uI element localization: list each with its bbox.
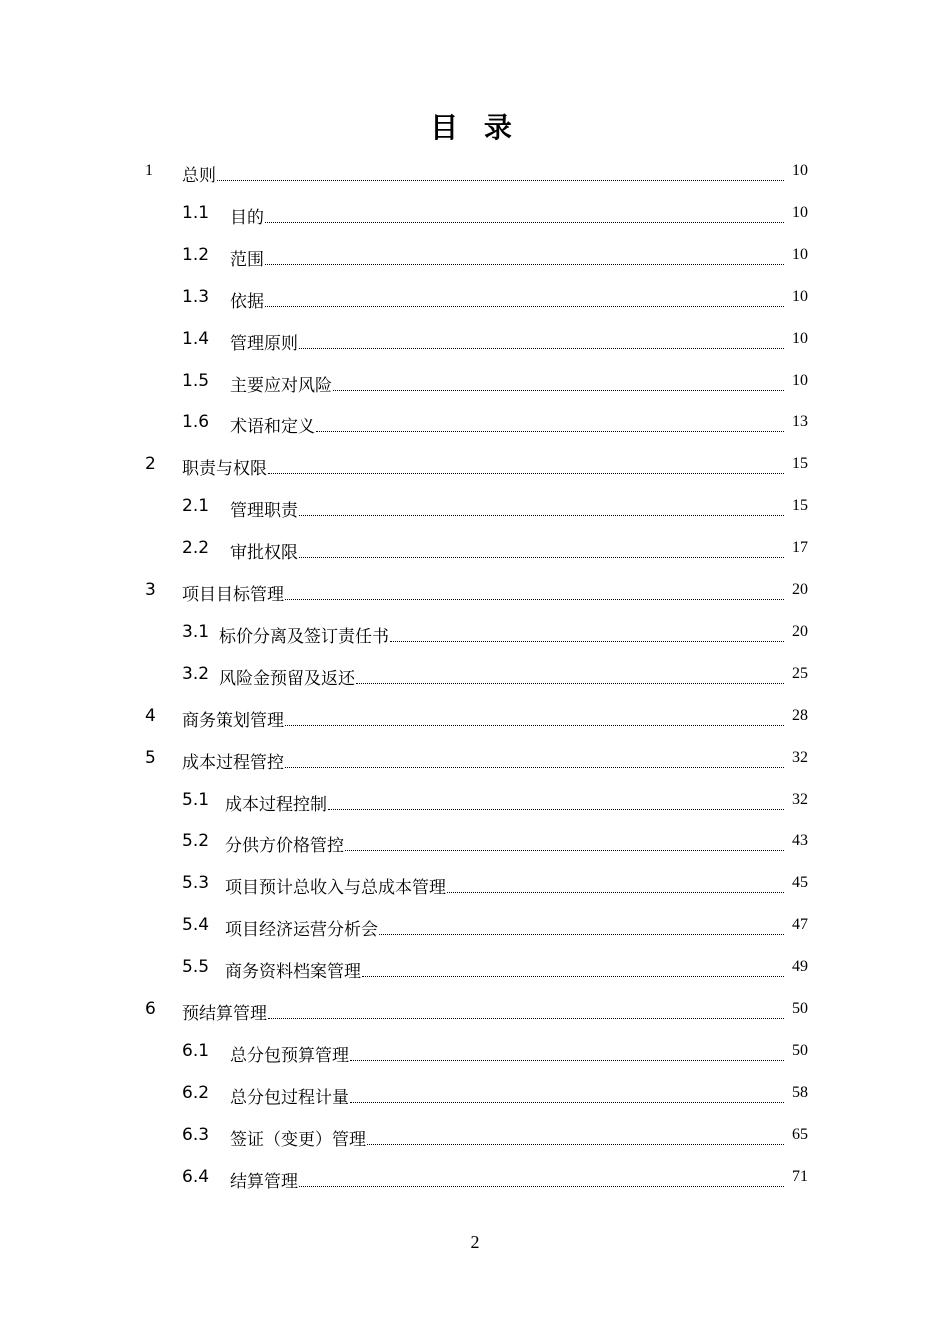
toc-entry-number: 6.1 [182, 1040, 210, 1061]
toc-entry-label: 商务策划管理 [182, 710, 284, 731]
dot-leader [350, 1101, 784, 1103]
toc-entry[interactable] [0, 779, 950, 821]
toc-entry[interactable] [0, 1156, 950, 1198]
toc-entry-number: 1.1 [182, 202, 210, 223]
toc-entry-page: 65 [792, 1125, 808, 1143]
toc-entry-number: 2.2 [182, 538, 210, 559]
toc-entry-page: 10 [792, 287, 808, 305]
toc-entry-number: 1.6 [182, 412, 210, 433]
dot-leader [379, 933, 784, 935]
toc-entry-page: 50 [792, 1041, 808, 1059]
toc-entry-number: 1.4 [182, 328, 210, 349]
toc-entry-number: 3.2 [182, 663, 210, 684]
toc-entry[interactable] [0, 904, 950, 946]
toc-entry-page: 71 [792, 1167, 808, 1185]
toc-entry-page: 28 [792, 706, 808, 724]
dot-leader [299, 514, 784, 516]
dot-leader [217, 179, 784, 181]
toc-entry-number: 5.1 [182, 789, 210, 810]
page-title: 目 录 [430, 111, 520, 144]
toc-entry[interactable] [0, 234, 950, 276]
dot-leader [299, 1185, 784, 1187]
toc-entry-label: 管理原则 [230, 333, 298, 354]
dot-leader [367, 1143, 784, 1145]
toc-entry-label: 预结算管理 [182, 1004, 267, 1024]
toc-entry-label: 成本过程控制 [225, 794, 327, 815]
toc-entry-number: 2.1 [182, 496, 210, 517]
toc-entry[interactable] [0, 527, 950, 569]
toc-entry-page: 10 [792, 203, 808, 221]
toc-entry[interactable] [0, 401, 950, 443]
toc-entry-label: 范围 [230, 249, 264, 270]
toc-entry-number: 6 [145, 999, 156, 1019]
toc-entry-label: 风险金预留及返还 [219, 668, 355, 689]
dot-leader [268, 1017, 784, 1019]
toc-entry-page: 10 [792, 329, 808, 347]
toc-entry-label: 项目目标管理 [182, 585, 284, 605]
dot-leader [268, 472, 784, 474]
toc-entry-number: 1.5 [182, 370, 210, 391]
toc-entry[interactable] [0, 737, 950, 779]
toc-entry-number: 5 [145, 747, 156, 768]
toc-entry-page: 15 [792, 497, 808, 515]
toc-entry-page: 17 [792, 539, 808, 557]
dot-leader [265, 221, 784, 223]
toc-entry[interactable] [0, 360, 950, 402]
toc-entry-number: 5.4 [182, 915, 210, 936]
dot-leader [345, 849, 784, 851]
toc-entry-number: 5.3 [182, 873, 210, 894]
toc-entry-label: 签证（变更）管理 [230, 1129, 366, 1150]
dot-leader [285, 724, 784, 726]
toc-entry-page: 47 [792, 916, 808, 934]
toc-entry-page: 20 [792, 622, 808, 640]
dot-leader [350, 1059, 784, 1061]
toc-entry-page: 15 [792, 455, 808, 473]
toc-entry-label: 标价分离及签订责任书 [219, 626, 389, 647]
toc-entry[interactable] [0, 150, 950, 192]
toc-entry-label: 项目预计总收入与总成本管理 [225, 878, 446, 899]
toc-entry[interactable] [0, 946, 950, 988]
dot-leader [333, 389, 784, 391]
toc-entry-page: 32 [792, 748, 808, 766]
toc-entry-label: 总则 [182, 166, 216, 186]
toc-entry[interactable] [0, 1030, 950, 1072]
toc-entry[interactable] [0, 695, 950, 737]
toc-entry-page: 49 [792, 958, 808, 976]
toc-entry-page: 45 [792, 874, 808, 892]
dot-leader [328, 808, 784, 810]
toc-entry-page: 10 [792, 371, 808, 389]
toc-entry-number: 3.1 [182, 621, 210, 642]
dot-leader [356, 682, 784, 684]
dot-leader [265, 263, 784, 265]
toc-entry[interactable] [0, 192, 950, 234]
toc-entry-page: 10 [792, 162, 808, 179]
dot-leader [299, 556, 784, 558]
toc-entry[interactable] [0, 611, 950, 653]
toc-entry[interactable] [0, 318, 950, 360]
toc-entry-number: 5.5 [182, 957, 210, 978]
toc-entry-label: 职责与权限 [182, 459, 267, 480]
toc-entry-page: 20 [792, 581, 808, 598]
toc-entry-label: 总分包过程计量 [230, 1087, 349, 1108]
dot-leader [299, 347, 784, 349]
toc-entry[interactable] [0, 443, 950, 485]
toc-entry-label: 成本过程管控 [182, 752, 284, 773]
toc-entry[interactable] [0, 653, 950, 695]
toc-entry-number: 1.3 [182, 286, 210, 307]
toc-entry-page: 13 [792, 413, 808, 431]
toc-entry-label: 结算管理 [230, 1171, 298, 1192]
toc-entry[interactable] [0, 1114, 950, 1156]
toc-entry-page: 50 [792, 1000, 808, 1017]
toc-entry-number: 2 [145, 454, 156, 475]
toc-entry-label: 管理职责 [230, 501, 298, 522]
toc-entry-page: 10 [792, 245, 808, 263]
toc-entry-label: 项目经济运营分析会 [225, 920, 378, 941]
toc-entry[interactable] [0, 820, 950, 862]
toc-entry-number: 5.2 [182, 831, 210, 852]
dot-leader [285, 598, 784, 600]
toc-entry[interactable] [0, 276, 950, 318]
toc-entry[interactable] [0, 485, 950, 527]
page-number: 2 [470, 1232, 480, 1252]
dot-leader [316, 430, 784, 432]
toc-entry-number: 4 [145, 705, 156, 726]
toc-entry-page: 32 [792, 790, 808, 808]
toc-entry-page: 58 [792, 1083, 808, 1101]
toc-entry-page: 25 [792, 664, 808, 682]
dot-leader [390, 640, 784, 642]
toc-entry-label: 商务资料档案管理 [225, 962, 361, 983]
dot-leader [285, 766, 784, 768]
toc-entry[interactable] [0, 862, 950, 904]
toc-entry-number: 6.3 [182, 1124, 210, 1145]
toc-entry-number: 6.4 [182, 1166, 210, 1187]
toc-entry-number: 3 [145, 580, 156, 600]
toc-entry-number: 1 [145, 162, 153, 179]
dot-leader [265, 305, 784, 307]
toc-entry-label: 术语和定义 [230, 417, 315, 438]
toc-entry-label: 分供方价格管控 [225, 836, 344, 857]
toc-entry-number: 1.2 [182, 244, 210, 265]
toc-entry-label: 目的 [230, 207, 264, 228]
toc-entry-label: 主要应对风险 [230, 375, 332, 396]
toc-entry[interactable] [0, 569, 950, 611]
toc-entry[interactable] [0, 1072, 950, 1114]
toc-entry-page: 43 [792, 832, 808, 850]
toc-entry[interactable] [0, 988, 950, 1030]
dot-leader [362, 975, 784, 977]
toc-entry-label: 总分包预算管理 [230, 1045, 349, 1066]
toc-entry-number: 6.2 [182, 1082, 210, 1103]
toc-entry-label: 依据 [230, 291, 264, 312]
toc-entry-label: 审批权限 [230, 543, 298, 564]
dot-leader [447, 891, 784, 893]
